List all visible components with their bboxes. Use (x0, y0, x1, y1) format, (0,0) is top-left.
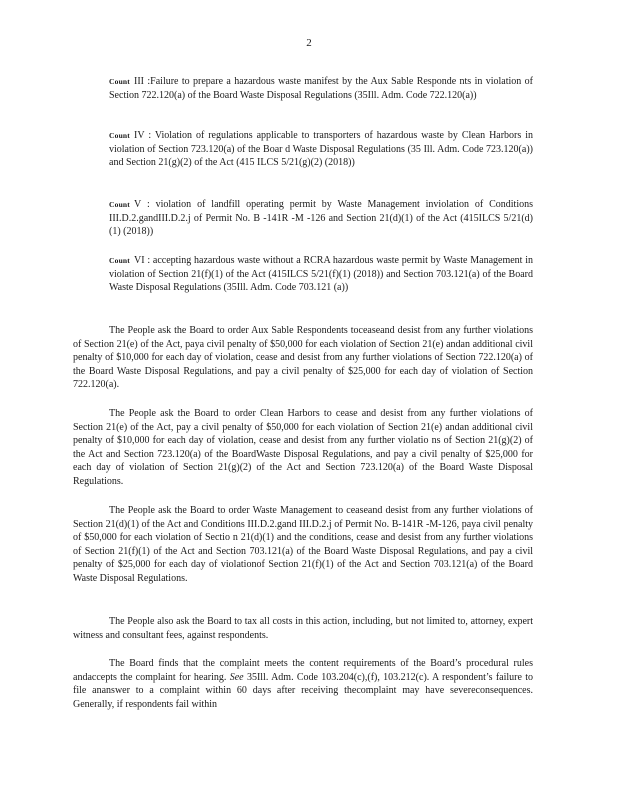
count-label: Count (109, 256, 131, 265)
paragraph-clean-harbors-relief: The People ask the Board to order Clean Harbors to cease and desist from any further violations of Section 21(e) of the Act, pay a civil penalty of $50,000 for each violation of Section 21(e) andan additional civil penalty of $10,000 for each day of violation, cease and desist from any further violatio ns of Section 21(g)(2) of the Act and Section 723.120(a) of the BoardWaste Disposal Regulations, and pay a civil penalty of $25,000 for each day of violation of Section 21(g)(2) of the Act and Section 723.120(a) of the Board Waste Disposal Regulations. (73, 408, 533, 487)
count-text: IV : Violation of regulations applicable to transporters of hazardous waste by Clean Harbors in violation of Section 723.120(a) of the Boar d Waste Disposal Regulations (35 Ill. Adm. Code 723.120(a)) and Section 21(g)(2) of the Act (415 ILCS 5/21(g)(2) (2018)) (109, 130, 533, 169)
count-text: V : violation of landfill operating permit by Waste Management inviolation of Conditions III.D.2.gandIII.D.2.j of Permit No. B -141R -M -126 and Section 21(d)(1) of the Act (415ILCS 5/21(d)(1) (2018)) (109, 199, 533, 238)
citation-signal: See (229, 671, 244, 683)
findings-text: The Board finds that the complaint meets the content requirements of the Board’s procedural rules andaccepts the complaint for hearing. (73, 658, 533, 683)
count-label: Count (109, 131, 131, 140)
paragraph-costs: The People also ask the Board to tax all costs in this action, including, but not limited to, attorney, expert witness and consultant fees, against respondents. (73, 616, 533, 641)
count-iv (109, 129, 533, 170)
page-number: 2 (306, 37, 312, 49)
count-vi (109, 254, 533, 295)
findings-text-continued: 35Ill. Adm. Code 103.204(c),(f), 103.212(c). A respondent’s failure to file ananswer to a complaint within 60 days after receiving thecomplaint may have severeconsequences. Generally, if respondents fail within (73, 671, 534, 710)
count-text: III :Failure to prepare a hazardous waste manifest by the Aux Sable Responde nts in violation of Section 722.120(a) of the Board Waste Disposal Regulations (35Ill. Adm. Code 722.120(a)) (109, 76, 533, 101)
count-iii (109, 75, 533, 102)
count-text: VI : accepting hazardous waste without a RCRA hazardous waste permit by Waste Management in violation of Section 21(f)(1) of the Act (415ILCS 5/21(f)(1) (2018)) and Section 703.121(a) of the Board Waste Disposal Regulations (35Ill. Adm. Code 703.121 (a)) (109, 255, 533, 294)
count-v (109, 198, 533, 239)
count-label: Count (109, 77, 131, 86)
paragraph-waste-management-relief: The People ask the Board to order Waste Management to ceaseand desist from any further violations of Section 21(d)(1) of the Act and Conditions III.D.2.gand III.D.2.j of Permit No. B-141R -M-126, paya civil penalty of $50,000 for each violation of Sectio n 21(d)(1) and the conditions, cease and desist from any further violations of Section 21(f)(1) of the Act and Section 703.121(a) of the Board Waste Disposal Regulations, and pay a civil penalty of $25,000 for each day of violationof Section 21(f)(1) of the Act and Section 703.121(a) of the Board Waste Disposal Regulations. (73, 505, 533, 584)
paragraph-board-findings (73, 657, 533, 711)
count-label: Count (109, 200, 131, 209)
paragraph-aux-sable-relief: The People ask the Board to order Aux Sable Respondents toceaseand desist from any further violations of Section 21(e) of the Act, paya civil penalty of $50,000 for each violation of Section 21(e) andan additional civil penalty of $10,000 for each day of violation, cease and desist from any further violations of Section 722.120(a) of the Board Waste Disposal Regulations, and pay a civil penalty of $25,000 for each day of violation of Section 722.120(a). (73, 325, 533, 391)
